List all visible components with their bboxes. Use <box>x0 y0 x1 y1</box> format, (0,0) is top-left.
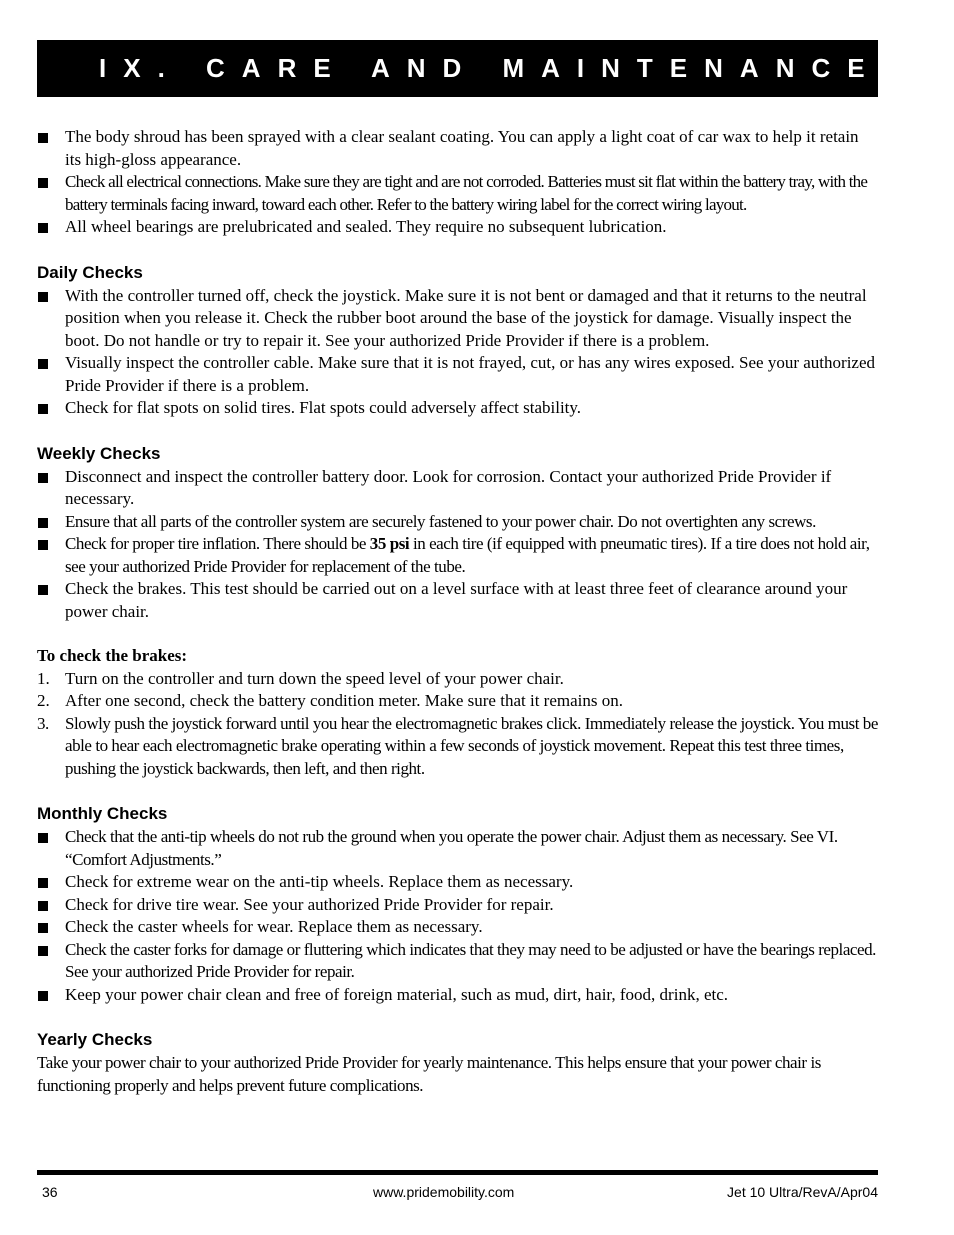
list-item-text: in each tire (if equipped with pneumatic tires). If a tire does not hold air, see your authorized Pride Provider for replacement of the tube. <box>65 534 870 576</box>
list-item <box>37 826 878 871</box>
brake-check-steps <box>37 668 878 781</box>
square-bullet-icon <box>38 473 48 483</box>
list-item <box>37 894 878 917</box>
monthly-checks-heading: Monthly Checks <box>37 804 168 823</box>
document-code: Jet 10 Ultra/RevA/Apr04 <box>727 1184 878 1200</box>
list-item <box>37 466 878 511</box>
weekly-checks-list <box>37 466 878 624</box>
step-number: 1. <box>37 668 50 688</box>
list-item-text: Ensure that all parts of the controller system are securely fastened to your power chair. Do not overtighten any screws. <box>65 511 816 531</box>
step-number: 3. <box>37 713 49 733</box>
list-item <box>37 533 878 578</box>
list-item <box>37 578 878 623</box>
list-item-text: Check the brakes. This test should be carried out on a level surface with at least three feet of clearance around your power chair. <box>65 579 848 621</box>
list-item-text: Check for extreme wear on the anti-tip wheels. Replace them as necessary. <box>65 872 574 891</box>
list-item-text: Check for flat spots on solid tires. Flat spots could adversely affect stability. <box>65 398 582 417</box>
list-item <box>37 871 878 894</box>
list-item-text: Keep your power chair clean and free of foreign material, such as mud, dirt, hair, food, drink, etc. <box>65 984 729 1004</box>
step-text: Turn on the controller and turn down the speed level of your power chair. <box>65 668 564 688</box>
square-bullet-icon <box>38 404 48 414</box>
monthly-checks-list <box>37 826 878 1006</box>
step-text: After one second, check the battery condition meter. Make sure that it remains on. <box>65 691 623 710</box>
tire-pressure-value: 35 psi <box>369 534 410 553</box>
yearly-checks-text: Take your power chair to your authorized Pride Provider for yearly maintenance. This helps ensure that your power chair is functioning properly and helps prevent future complications. <box>37 1053 821 1095</box>
square-bullet-icon <box>38 133 48 143</box>
weekly-checks-heading: Weekly Checks <box>37 443 161 463</box>
list-item-text: Check the caster wheels for wear. Replace them as necessary. <box>65 917 483 936</box>
square-bullet-icon <box>38 923 48 933</box>
list-item <box>37 916 878 939</box>
list-item-text: Check for drive tire wear. See your authorized Pride Provider for repair. <box>65 894 554 914</box>
square-bullet-icon <box>38 946 48 956</box>
intro-list <box>37 126 878 239</box>
list-item-text: Check for proper tire inflation. There should be <box>65 534 370 553</box>
step-item <box>37 690 878 713</box>
square-bullet-icon <box>38 540 48 550</box>
list-item <box>37 939 878 984</box>
square-bullet-icon <box>38 292 48 302</box>
square-bullet-icon <box>38 901 48 911</box>
list-item-text: Check all electrical connections. Make sure they are tight and are not corroded. Batteries must sit flat within the battery tray, with the battery terminals facing inward, toward each other. Refer to the battery wiring label for the correct wiring layout. <box>65 172 868 214</box>
list-item-text: The body shroud has been sprayed with a clear sealant coating. You can apply a light coat of car wax to help it retain its high-gloss appearance. <box>65 127 859 169</box>
square-bullet-icon <box>38 878 48 888</box>
list-item-text: Check that the anti-tip wheels do not rub the ground when you operate the power chair. Adjust them as necessary. See VI. “Comfort Adjustments.” <box>65 827 838 869</box>
step-item <box>37 668 878 691</box>
page-content <box>37 126 878 1097</box>
list-item <box>37 984 878 1007</box>
section-title: IX. CARE AND MAINTENANCE <box>99 53 882 83</box>
list-item <box>37 397 878 420</box>
square-bullet-icon <box>38 991 48 1001</box>
square-bullet-icon <box>38 223 48 233</box>
list-item-text: Check the caster forks for damage or fluttering which indicates that they may need to be adjusted or have the bearings replaced. See your authorized Pride Provider for repair. <box>65 939 876 981</box>
yearly-checks-heading: Yearly Checks <box>37 1030 153 1049</box>
daily-checks-list <box>37 285 878 420</box>
daily-checks-heading: Daily Checks <box>37 262 143 282</box>
list-item-text: Visually inspect the controller cable. Make sure that it is not frayed, cut, or has any wires exposed. See your authorized Pride Provider if there is a problem. <box>65 353 876 395</box>
step-text: Slowly push the joystick forward until you hear the electromagnetic brakes click. Immediately release the joystick. You must be able to hear each electromagnetic brake operating within a few seconds of joystick movement. Repeat this test three times, pushing the joystick backwards, then left, and then right. <box>65 713 878 778</box>
footer-url: www.pridemobility.com <box>373 1184 515 1200</box>
square-bullet-icon <box>38 359 48 369</box>
list-item-text: All wheel bearings are prelubricated and sealed. They require no subsequent lubrication. <box>65 217 667 236</box>
page-number: 36 <box>42 1184 58 1200</box>
list-item <box>37 216 878 239</box>
section-banner <box>37 40 882 97</box>
square-bullet-icon <box>38 833 48 843</box>
square-bullet-icon <box>38 518 48 528</box>
square-bullet-icon <box>38 585 48 595</box>
list-item <box>37 511 878 534</box>
list-item <box>37 126 878 171</box>
list-item <box>37 352 878 397</box>
step-item <box>37 713 878 781</box>
square-bullet-icon <box>38 178 48 188</box>
step-number: 2. <box>37 691 50 710</box>
list-item <box>37 285 878 353</box>
brake-check-heading: To check the brakes: <box>37 646 188 665</box>
list-item <box>37 171 878 216</box>
list-item-text: Disconnect and inspect the controller battery door. Look for corrosion. Contact your authorized Pride Provider if necessary. <box>65 466 832 508</box>
list-item-text: With the controller turned off, check the joystick. Make sure it is not bent or damaged and that it returns to the neutral position when you release it. Check the rubber boot around the base of the joystick for damage. Visually inspect the boot. Do not handle or try to repair it. See your authorized Pride Provider if there is a problem. <box>65 285 867 350</box>
footer-divider <box>37 1170 878 1175</box>
